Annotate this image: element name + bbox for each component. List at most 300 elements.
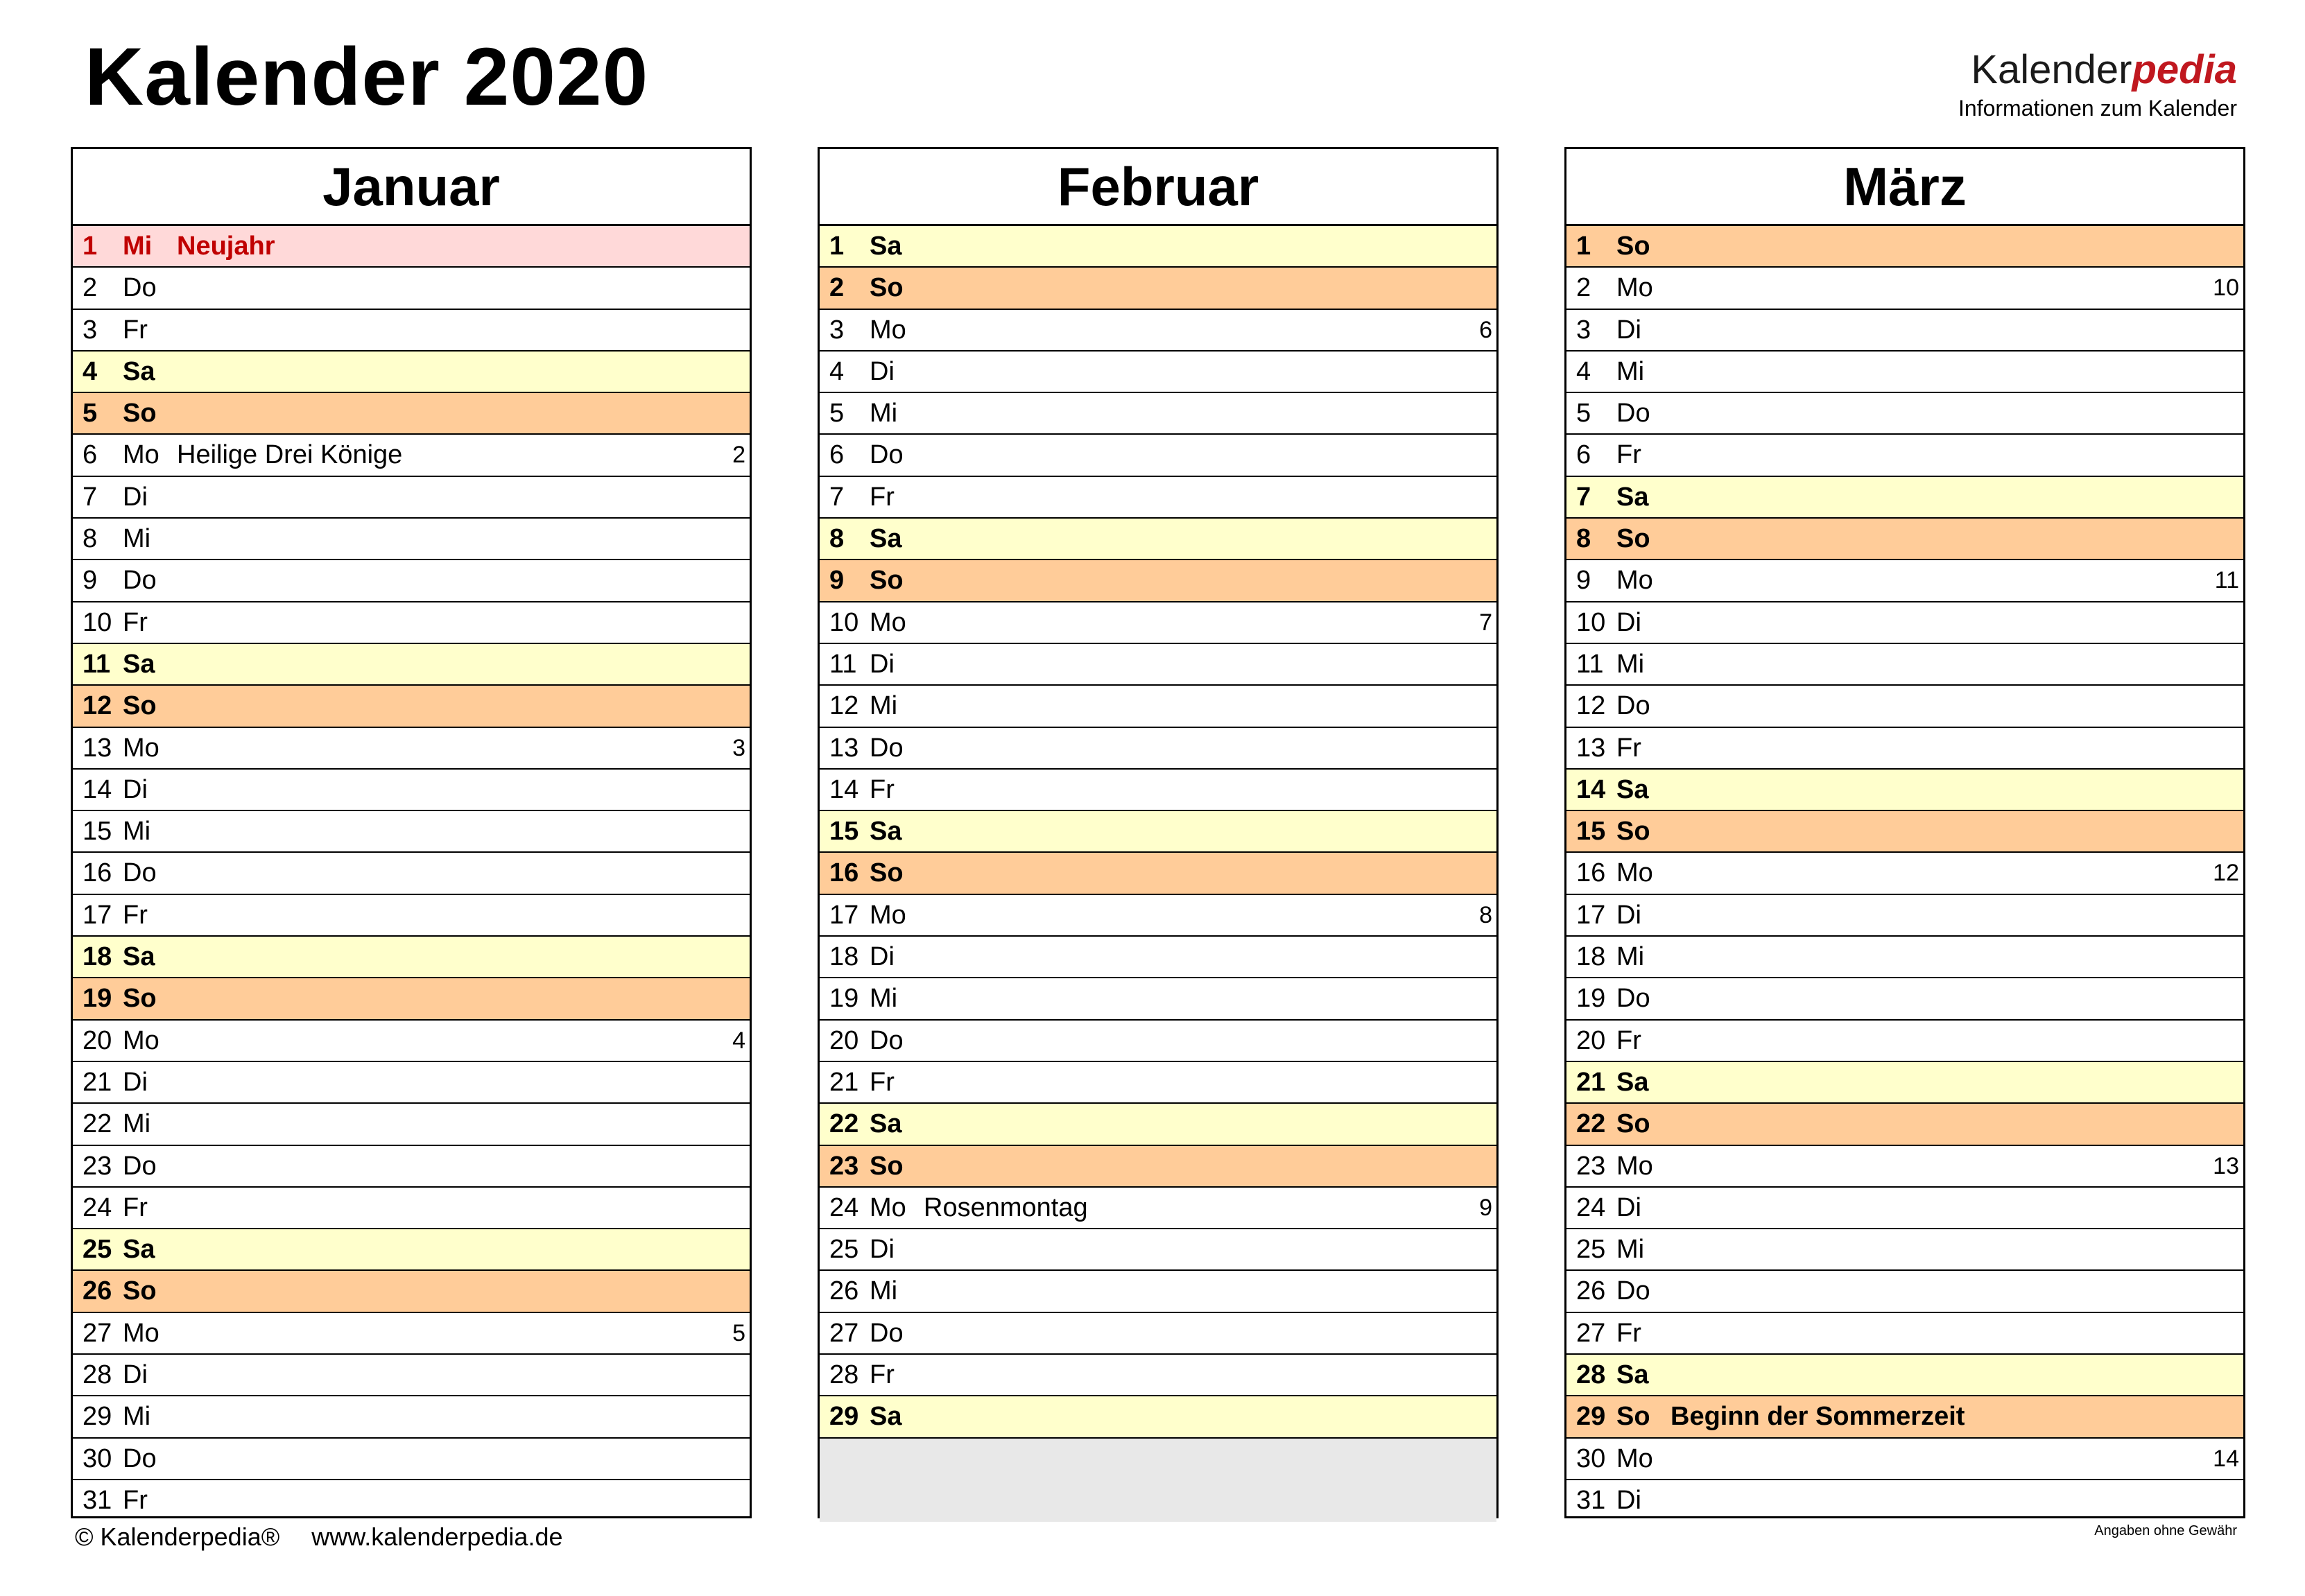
day-number: 1	[1576, 232, 1591, 261]
weekday: Di	[1616, 315, 1641, 345]
weekday: Sa	[870, 1109, 902, 1139]
holiday-label: Heilige Drei Könige	[177, 440, 403, 470]
day-number: 4	[1576, 356, 1591, 386]
day-number: 30	[83, 1443, 112, 1473]
weekday: Di	[1616, 1485, 1641, 1515]
day-row	[73, 1439, 750, 1480]
day-number: 11	[829, 649, 857, 679]
day-number: 25	[83, 1235, 112, 1265]
week-number: 12	[2213, 860, 2239, 887]
week-number: 10	[2213, 275, 2239, 302]
day-number: 15	[1576, 817, 1606, 847]
weekday: Di	[870, 942, 895, 972]
weekday: Di	[123, 1067, 148, 1097]
day-row	[73, 1188, 750, 1229]
day-row	[820, 1021, 1496, 1062]
day-row	[1566, 435, 2243, 476]
weekday: Mo	[870, 900, 906, 930]
day-number: 24	[829, 1192, 859, 1222]
day-number: 22	[1576, 1109, 1606, 1139]
weekday: Mi	[123, 1402, 151, 1432]
day-row	[820, 1271, 1496, 1312]
day-row	[73, 686, 750, 727]
day-row	[1566, 728, 2243, 770]
day-number: 14	[829, 774, 859, 804]
week-number: 8	[1479, 901, 1492, 928]
weekday: Mo	[1616, 273, 1653, 303]
day-row	[73, 393, 750, 435]
day-row	[73, 435, 750, 476]
day-number: 13	[1576, 733, 1606, 763]
day-number: 25	[1576, 1235, 1606, 1265]
day-row	[73, 644, 750, 686]
day-row	[820, 268, 1496, 309]
day-row	[1566, 770, 2243, 811]
weekday: Sa	[123, 942, 155, 972]
weekday: Mo	[1616, 858, 1653, 888]
day-number: 9	[83, 566, 98, 596]
day-number: 18	[83, 942, 112, 972]
weekday: Do	[1616, 399, 1650, 428]
day-row	[820, 1229, 1496, 1271]
day-row	[1566, 1229, 2243, 1271]
day-number: 28	[1576, 1360, 1606, 1390]
day-list	[73, 226, 750, 1522]
weekday: Mi	[123, 524, 151, 554]
holiday-label: Neujahr	[177, 232, 275, 261]
weekday: Fr	[870, 1360, 895, 1390]
day-row	[73, 1146, 750, 1188]
brand-tagline: Informationen zum Kalender	[1958, 96, 2237, 121]
empty-days-filler	[820, 1439, 1496, 1523]
day-number: 2	[829, 273, 845, 303]
week-number: 5	[732, 1319, 745, 1346]
day-number: 17	[829, 900, 859, 930]
weekday: Di	[1616, 1192, 1641, 1222]
day-number: 26	[829, 1276, 859, 1306]
day-number: 26	[1576, 1276, 1606, 1306]
weekday: Fr	[1616, 440, 1641, 470]
day-row	[820, 310, 1496, 352]
day-number: 5	[1576, 399, 1591, 428]
day-row	[820, 352, 1496, 393]
weekday: Do	[123, 858, 157, 888]
day-number: 21	[83, 1067, 112, 1097]
day-row	[1566, 853, 2243, 894]
day-row	[820, 1104, 1496, 1145]
day-row	[820, 393, 1496, 435]
day-number: 6	[1576, 440, 1591, 470]
weekday: So	[1616, 524, 1650, 554]
day-number: 12	[1576, 691, 1606, 721]
day-number: 9	[829, 566, 845, 596]
day-row	[820, 435, 1496, 476]
day-number: 29	[83, 1402, 112, 1432]
weekday: Mo	[123, 733, 159, 763]
day-number: 19	[1576, 984, 1606, 1014]
day-row	[73, 310, 750, 352]
day-number: 21	[1576, 1067, 1606, 1097]
day-row	[1566, 602, 2243, 644]
weekday: Do	[870, 440, 904, 470]
weekday: So	[1616, 1402, 1650, 1432]
day-row	[1566, 1271, 2243, 1312]
day-number: 20	[83, 1025, 112, 1055]
week-number: 11	[2214, 567, 2239, 594]
weekday: Sa	[870, 524, 902, 554]
month-march	[1564, 147, 2245, 1518]
weekday: Do	[1616, 691, 1650, 721]
brand-name-part-1: Kalender	[1971, 47, 2132, 92]
week-number: 14	[2213, 1445, 2239, 1472]
day-row	[1566, 895, 2243, 937]
weekday: Fr	[870, 482, 895, 512]
weekday: So	[1616, 232, 1650, 261]
day-number: 8	[83, 524, 98, 554]
day-number: 19	[83, 984, 112, 1014]
day-list	[820, 226, 1496, 1522]
day-row	[73, 728, 750, 770]
week-number: 6	[1479, 316, 1492, 343]
weekday: Fr	[123, 607, 148, 637]
day-row	[820, 1062, 1496, 1104]
day-number: 7	[1576, 482, 1591, 512]
day-row	[1566, 310, 2243, 352]
weekday: Fr	[123, 1485, 148, 1515]
day-number: 4	[83, 356, 98, 386]
week-number: 13	[2213, 1152, 2239, 1179]
day-row	[1566, 1146, 2243, 1188]
weekday: Do	[870, 733, 904, 763]
weekday: Do	[123, 1443, 157, 1473]
day-row	[820, 1146, 1496, 1188]
day-number: 23	[83, 1151, 112, 1181]
day-number: 12	[83, 691, 112, 721]
day-number: 3	[1576, 315, 1591, 345]
day-row	[820, 1396, 1496, 1438]
day-number: 20	[1576, 1025, 1606, 1055]
day-number: 29	[829, 1402, 859, 1432]
weekday: Do	[1616, 984, 1650, 1014]
day-number: 19	[829, 984, 859, 1014]
day-row	[73, 853, 750, 894]
day-number: 23	[829, 1151, 859, 1181]
day-number: 7	[829, 482, 845, 512]
footer-copyright: © Kalenderpedia®	[75, 1523, 280, 1551]
day-row	[820, 644, 1496, 686]
day-row	[1566, 978, 2243, 1020]
day-number: 18	[1576, 942, 1606, 972]
day-number: 6	[83, 440, 98, 470]
day-row	[1566, 1313, 2243, 1355]
day-row	[73, 1313, 750, 1355]
holiday-label: Rosenmontag	[924, 1192, 1088, 1222]
weekday: Do	[123, 566, 157, 596]
weekday: Mi	[870, 399, 898, 428]
weekday: Do	[870, 1318, 904, 1348]
day-row	[820, 602, 1496, 644]
day-number: 13	[83, 733, 112, 763]
weekday: Mo	[1616, 1443, 1653, 1473]
weekday: So	[123, 1276, 157, 1306]
day-row	[820, 770, 1496, 811]
day-number: 24	[1576, 1192, 1606, 1222]
brand-logo[interactable]	[1958, 47, 2237, 121]
day-row	[73, 477, 750, 519]
page-title: Kalender 2020	[85, 31, 649, 123]
weekday: So	[123, 399, 157, 428]
weekday: Mi	[870, 691, 898, 721]
brand-name-part-2: pedia	[2132, 47, 2237, 92]
day-number: 11	[83, 649, 111, 679]
day-row	[1566, 226, 2243, 268]
day-number: 1	[83, 232, 98, 261]
day-number: 14	[1576, 774, 1606, 804]
weekday: Sa	[123, 649, 155, 679]
weekday: Mo	[123, 1025, 159, 1055]
day-row	[1566, 268, 2243, 309]
day-row	[73, 268, 750, 309]
weekday: Sa	[1616, 1067, 1649, 1097]
day-number: 3	[829, 315, 845, 345]
day-row	[73, 1480, 750, 1522]
footer-left	[75, 1523, 588, 1552]
day-row	[73, 1355, 750, 1396]
day-list	[1566, 226, 2243, 1522]
day-row	[1566, 1104, 2243, 1145]
weekday: Mo	[1616, 1151, 1653, 1181]
day-row	[1566, 352, 2243, 393]
day-number: 4	[829, 356, 845, 386]
day-row	[1566, 811, 2243, 853]
day-row	[1566, 393, 2243, 435]
weekday: Mi	[123, 1109, 151, 1139]
weekday: Sa	[123, 356, 155, 386]
weekday: Mo	[123, 440, 159, 470]
day-number: 9	[1576, 566, 1591, 596]
day-row	[820, 686, 1496, 727]
day-row	[820, 895, 1496, 937]
weekday: Mi	[123, 817, 151, 847]
weekday: Fr	[1616, 733, 1641, 763]
day-number: 12	[829, 691, 859, 721]
day-number: 7	[83, 482, 98, 512]
day-row	[1566, 1439, 2243, 1480]
day-number: 18	[829, 942, 859, 972]
day-number: 10	[83, 607, 112, 637]
day-number: 5	[83, 399, 98, 428]
day-row	[73, 226, 750, 268]
weekday: Fr	[123, 315, 148, 345]
day-number: 27	[1576, 1318, 1606, 1348]
day-row	[73, 602, 750, 644]
day-number: 22	[829, 1109, 859, 1139]
day-number: 15	[829, 817, 859, 847]
day-number: 16	[1576, 858, 1606, 888]
month-title: März	[1566, 149, 2243, 226]
day-number: 16	[83, 858, 112, 888]
weekday: So	[123, 691, 157, 721]
weekday: Mo	[870, 315, 906, 345]
day-row	[820, 519, 1496, 560]
day-row	[73, 1104, 750, 1145]
day-row	[820, 477, 1496, 519]
day-number: 29	[1576, 1402, 1606, 1432]
day-row	[1566, 1396, 2243, 1438]
weekday: So	[870, 858, 904, 888]
weekday: Sa	[870, 232, 902, 261]
day-number: 30	[1576, 1443, 1606, 1473]
day-number: 24	[83, 1192, 112, 1222]
weekday: Di	[123, 774, 148, 804]
weekday: Di	[123, 1360, 148, 1390]
weekday: Mo	[123, 1318, 159, 1348]
footer-disclaimer: Angaben ohne Gewähr	[2094, 1523, 2237, 1538]
day-row	[73, 978, 750, 1020]
weekday: Mo	[870, 607, 906, 637]
weekday: Mi	[1616, 356, 1645, 386]
day-row	[820, 1188, 1496, 1229]
day-number: 2	[83, 273, 98, 303]
day-row	[820, 728, 1496, 770]
day-row	[1566, 937, 2243, 978]
month-january	[71, 147, 752, 1518]
weekday: Mi	[123, 232, 153, 261]
weekday: Di	[1616, 607, 1641, 637]
day-number: 11	[1576, 649, 1604, 679]
weekday: Sa	[870, 1402, 902, 1432]
day-row	[73, 1229, 750, 1271]
day-row	[820, 978, 1496, 1020]
holiday-label: Beginn der Sommerzeit	[1671, 1402, 1965, 1432]
weekday: So	[123, 984, 157, 1014]
weekday: Di	[1616, 900, 1641, 930]
week-number: 4	[732, 1027, 745, 1054]
weekday: Di	[870, 649, 895, 679]
day-number: 22	[83, 1109, 112, 1139]
day-number: 8	[829, 524, 845, 554]
weekday: Di	[870, 356, 895, 386]
weekday: Mi	[870, 1276, 898, 1306]
weekday: Sa	[1616, 774, 1649, 804]
day-row	[1566, 686, 2243, 727]
day-row	[1566, 1480, 2243, 1522]
day-number: 10	[1576, 607, 1606, 637]
weekday: Di	[870, 1235, 895, 1265]
day-row	[820, 1355, 1496, 1396]
brand-name	[1958, 47, 2237, 92]
month-february	[818, 147, 1499, 1518]
weekday: So	[870, 1151, 904, 1181]
day-number: 31	[1576, 1485, 1606, 1515]
day-number: 23	[1576, 1151, 1606, 1181]
weekday: Do	[1616, 1276, 1650, 1306]
week-number: 9	[1479, 1194, 1492, 1221]
day-number: 17	[83, 900, 112, 930]
day-number: 20	[829, 1025, 859, 1055]
day-number: 1	[829, 232, 845, 261]
weekday: Fr	[870, 1067, 895, 1097]
weekday: Fr	[123, 900, 148, 930]
day-number: 8	[1576, 524, 1591, 554]
day-number: 31	[83, 1485, 112, 1515]
day-row	[820, 811, 1496, 853]
weekday: So	[1616, 817, 1650, 847]
month-title: Februar	[820, 149, 1496, 226]
day-row	[73, 1396, 750, 1438]
day-number: 5	[829, 399, 845, 428]
day-number: 10	[829, 607, 859, 637]
week-number: 2	[732, 442, 745, 469]
weekday: Do	[870, 1025, 904, 1055]
weekday: Sa	[1616, 1360, 1649, 1390]
day-number: 16	[829, 858, 859, 888]
day-row	[820, 560, 1496, 602]
day-row	[1566, 644, 2243, 686]
day-row	[820, 853, 1496, 894]
day-number: 26	[83, 1276, 112, 1306]
month-title: Januar	[73, 149, 750, 226]
day-number: 14	[83, 774, 112, 804]
weekday: Do	[123, 273, 157, 303]
weekday: Fr	[123, 1192, 148, 1222]
week-number: 7	[1479, 609, 1492, 636]
day-row	[1566, 477, 2243, 519]
day-number: 28	[829, 1360, 859, 1390]
day-row	[1566, 1355, 2243, 1396]
weekday: Mi	[1616, 942, 1645, 972]
weekday: Sa	[1616, 482, 1649, 512]
day-number: 2	[1576, 273, 1591, 303]
footer-url[interactable]: www.kalenderpedia.de	[311, 1523, 563, 1551]
weekday: Mo	[1616, 566, 1653, 596]
weekday: Fr	[870, 774, 895, 804]
day-row	[73, 1271, 750, 1312]
day-number: 27	[83, 1318, 112, 1348]
day-row	[1566, 560, 2243, 602]
day-number: 21	[829, 1067, 859, 1097]
day-row	[73, 560, 750, 602]
day-number: 3	[83, 315, 98, 345]
weekday: Fr	[1616, 1025, 1641, 1055]
day-row	[73, 1062, 750, 1104]
weekday: So	[870, 566, 904, 596]
day-row	[73, 352, 750, 393]
day-number: 27	[829, 1318, 859, 1348]
day-row	[73, 895, 750, 937]
day-row	[73, 811, 750, 853]
day-number: 13	[829, 733, 859, 763]
weekday: Mi	[1616, 649, 1645, 679]
day-row	[820, 226, 1496, 268]
weekday: Fr	[1616, 1318, 1641, 1348]
weekday: Sa	[870, 817, 902, 847]
weekday: So	[1616, 1109, 1650, 1139]
week-number: 3	[732, 734, 745, 761]
weekday: Sa	[123, 1235, 155, 1265]
weekday: Mo	[870, 1192, 906, 1222]
day-row	[73, 519, 750, 560]
day-row	[73, 1021, 750, 1062]
day-number: 28	[83, 1360, 112, 1390]
day-row	[73, 770, 750, 811]
weekday: Di	[123, 482, 148, 512]
day-number: 17	[1576, 900, 1606, 930]
day-row	[820, 1313, 1496, 1355]
day-row	[73, 937, 750, 978]
weekday: Mi	[1616, 1235, 1645, 1265]
day-number: 6	[829, 440, 845, 470]
